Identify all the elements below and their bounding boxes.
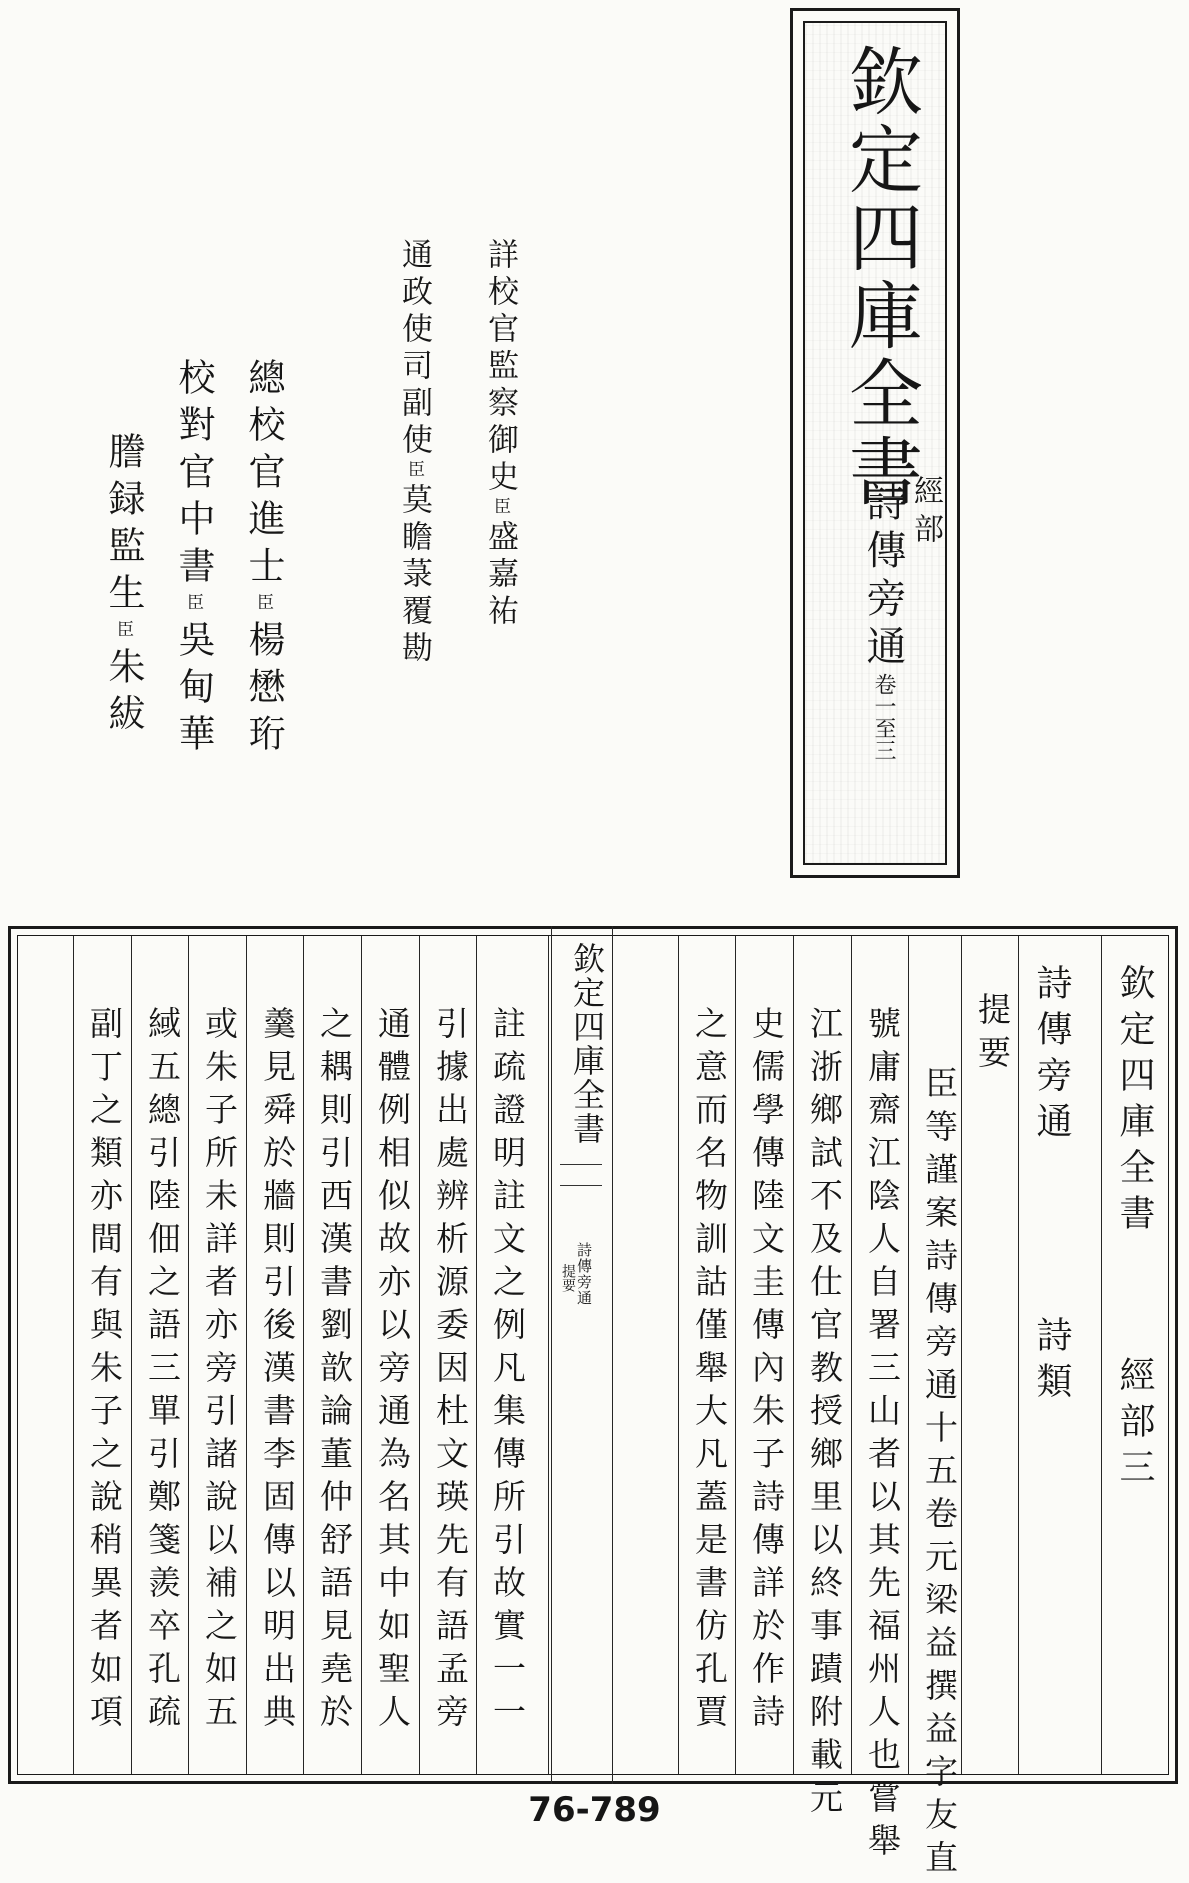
column-rule [419, 936, 420, 1774]
column-rule [131, 936, 132, 1774]
abstract-line: 號庸齋江陰人自署三山者以其先福州人也嘗舉 [863, 1006, 902, 1866]
abstract-line: 史儒學傳陸文圭傳內朱子詩傳詳於作詩 [747, 1006, 786, 1737]
abstract-line: 通體例相似故亦以旁通為名其中如聖人 [373, 1006, 412, 1737]
credit-mark: 臣 [183, 593, 203, 620]
column-rule [246, 936, 247, 1774]
fold-section: 提要 [560, 1264, 576, 1292]
column-rule [735, 936, 736, 1774]
column-rule [678, 936, 679, 1774]
column-rule [188, 936, 189, 1774]
credit-line-collator [166, 358, 220, 761]
abstract-line: 江浙鄉試不及仕官教授鄉里以終事蹟附載元 [805, 1006, 844, 1823]
credit-mark: 臣 [490, 497, 510, 520]
abstract-line: 或朱子所未詳者亦旁引諸說以補之如五 [200, 1006, 239, 1737]
credit-title: 詳校官監察御史 [482, 238, 518, 497]
credit-title: 校對官中書 [172, 358, 215, 593]
title-slip-inner-frame [803, 21, 947, 865]
fold-strip [551, 926, 613, 1784]
column-rule [908, 936, 909, 1774]
volume-range: 卷一至三 [871, 673, 896, 761]
abstract-line: 臣等謹案詩傳旁通十五卷元梁益撰益字友直 [920, 1066, 959, 1883]
credit-title: 總校官進士 [242, 358, 285, 593]
credit-line-detailed-proofreader [478, 238, 523, 631]
credit-line-copyist [96, 432, 150, 741]
abstract-line: 之意而名物訓詁僅舉大凡蓋是書仿孔賈 [690, 1006, 729, 1737]
book-title-text: 詩傳旁通 [860, 481, 906, 673]
abstract-line: 羹見舜於牆則引後漢書李固傳以明出典 [258, 1006, 297, 1737]
abstract-line: 副丁之類亦間有與朱子之說稍異者如項 [85, 1006, 124, 1737]
credit-mark: 臣 [113, 620, 133, 647]
credit-line-reviewer [392, 238, 437, 668]
abstract-collection-title: 欽定四庫全書 [1114, 964, 1155, 1240]
column-rule [1101, 936, 1102, 1774]
abstract-line: 之耦則引西漢書劉歆論董仲舒語見堯於 [315, 1006, 354, 1737]
abstract-line: 引據出處辨析源委因杜文瑛先有語孟旁 [431, 1006, 470, 1737]
column-rule [961, 936, 962, 1774]
column-rule [851, 936, 852, 1774]
abstract-subcategory: 詩類 [1031, 1316, 1072, 1408]
collection-title: 欽定四庫全書 [837, 43, 923, 511]
column-rule [303, 936, 304, 1774]
abstract-heading: 提要 [973, 992, 1012, 1078]
abstract-line: 緎五總引陸佃之語三單引鄭箋羨卒孔疏 [143, 1006, 182, 1737]
abstract-line: 註疏證明註文之例凡集傳所引故實一一 [488, 1006, 527, 1737]
credit-title: 通政使司副使 [396, 238, 432, 460]
page-number: 76-789 [528, 1790, 661, 1830]
credit-line-chief-proofreader [236, 358, 290, 761]
column-rule [361, 936, 362, 1774]
column-rule [793, 936, 794, 1774]
credit-mark: 臣 [253, 593, 273, 620]
column-rule [1018, 936, 1019, 1774]
column-rule [73, 936, 74, 1774]
fish-tail-mark [560, 1164, 602, 1186]
credit-name: 盛嘉祐 [482, 520, 518, 631]
credit-name: 楊懋珩 [242, 620, 285, 761]
credit-name: 朱紱 [102, 647, 145, 741]
credit-mark: 臣 [404, 460, 424, 483]
fold-subtitle: 詩傳旁通 [575, 1242, 593, 1306]
column-rule [476, 936, 477, 1774]
credit-name: 莫瞻菉覆勘 [396, 483, 432, 668]
abstract-book-title: 詩傳旁通 [1031, 964, 1072, 1148]
title-slip [790, 8, 960, 878]
abstract-category: 經部三 [1114, 1356, 1155, 1494]
fold-title: 欽定四庫全書 [568, 942, 606, 1146]
section-label: 經部 [908, 475, 943, 551]
column-rule [548, 936, 549, 1774]
credit-name: 吳甸華 [172, 620, 215, 761]
book-title [855, 481, 912, 761]
credit-title: 謄録監生 [102, 432, 145, 620]
